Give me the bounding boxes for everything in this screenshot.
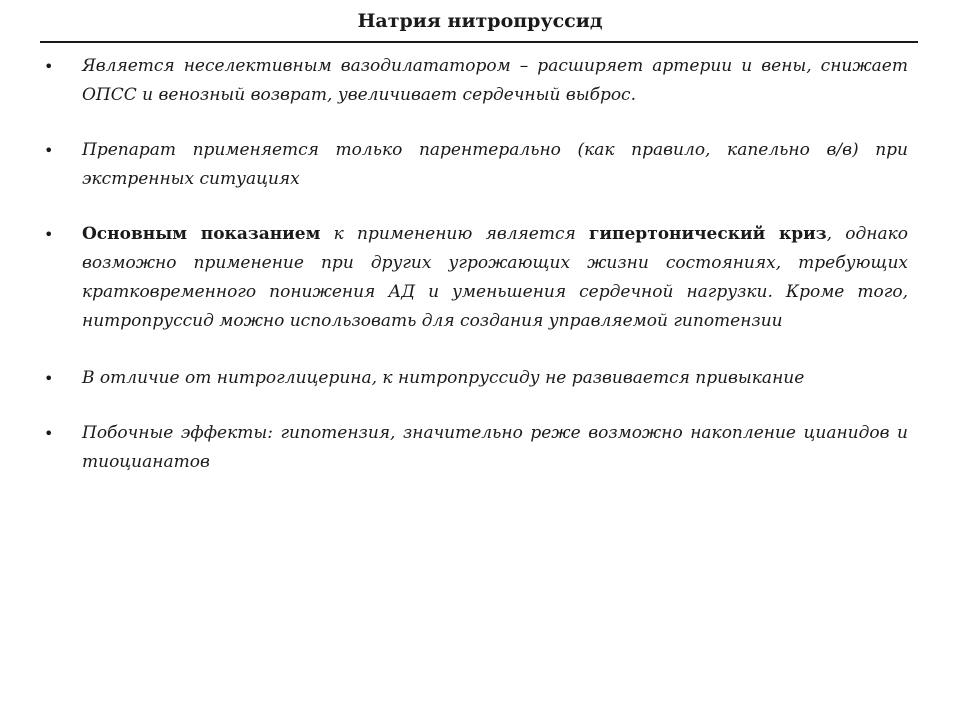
bullet-icon: • — [44, 369, 54, 388]
bullet-item-indication — [42, 220, 908, 336]
bullet-text: В отличие от нитроглицерина, к нитропруссиду не развивается привыкание — [82, 368, 805, 388]
slide-title: Натрия нитропруссид — [357, 10, 603, 32]
bullet-emphasis-main-indication: Основным показанием — [82, 224, 321, 244]
bullet-icon: • — [44, 225, 54, 244]
bullet-icon: • — [44, 57, 54, 76]
title-divider — [40, 41, 918, 43]
bullet-text: Побочные эффекты: гипотензия, значительно реже возможно накопление цианидов и тиоцианатов — [82, 423, 908, 472]
bullet-text: к применению является — [320, 224, 590, 244]
bullet-text: Является неселективным вазодилататором – расширяет артерии и вены, снижает ОПСС и венозный возврат, увеличивает сердечный выброс. — [82, 56, 908, 105]
bullet-icon: • — [44, 141, 54, 160]
bullet-item-tolerance — [42, 364, 908, 393]
bullet-item-mechanism — [42, 52, 908, 110]
bullet-item-administration — [42, 136, 908, 194]
bullet-list — [42, 52, 908, 503]
bullet-item-side-effects — [42, 419, 908, 477]
bullet-emphasis-hypertensive-crisis: гипертонический криз — [589, 224, 827, 244]
bullet-text: , однако возможно применение при других угрожающих жизни состояниях, требующих кратковременного понижения АД и уменьшения сердечной нагрузки. Кроме того, нитропруссид можно использовать для создания управляемой гипотензии — [82, 224, 908, 331]
bullet-text: Препарат применяется только парентерально (как правило, капельно в/в) при экстренных ситуациях — [82, 140, 908, 189]
bullet-icon: • — [44, 424, 54, 443]
